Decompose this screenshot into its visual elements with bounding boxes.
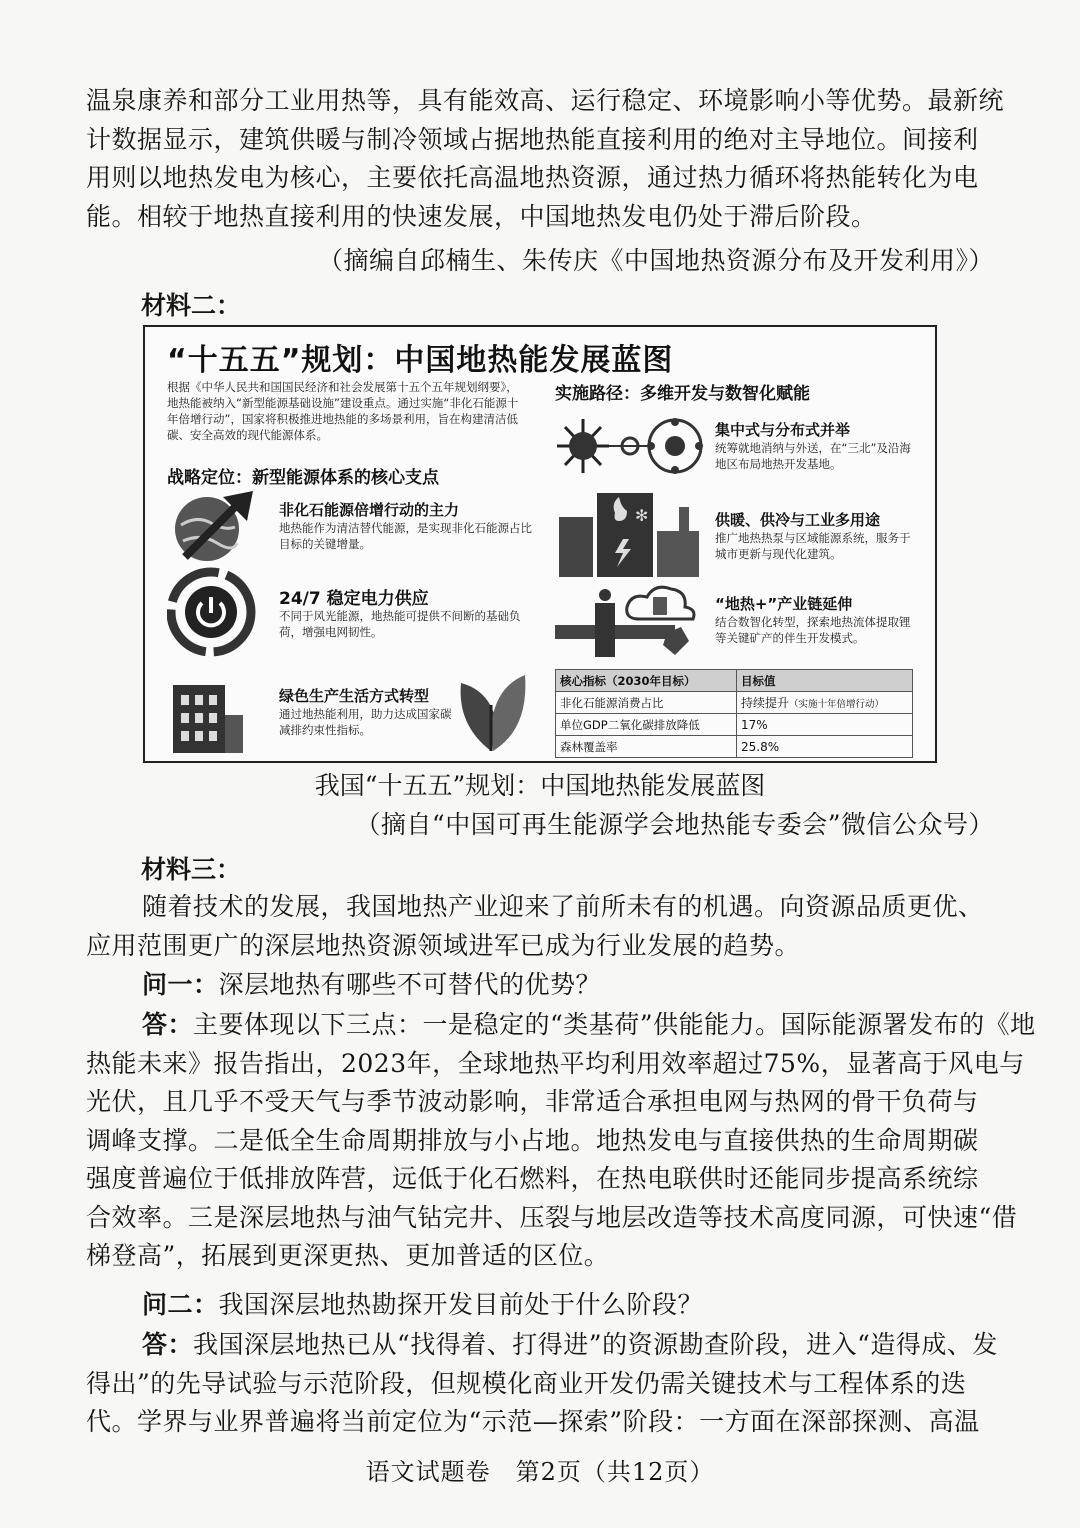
strategic-item-title: 24/7 稳定电力供应: [279, 589, 429, 609]
globe-arrow-icon: [167, 487, 259, 565]
text-line: 代。学界与业界普遍将当前定位为“示范—探索”阶段：一方面在深部探测、高温: [86, 1407, 980, 1436]
geothermal-blueprint-infographic: [143, 325, 937, 763]
table-cell: 25.8%: [737, 736, 913, 758]
text-line: 随着技术的发展，我国地热产业迎来了前所未有的机遇。向资源品质更优、: [142, 892, 984, 921]
cell-value: 持续提升: [741, 696, 790, 710]
text-line: 光伏，且几乎不受天气与季节波动影响，非常适合承担电网与热网的骨干负荷与: [86, 1087, 979, 1116]
table-cell: 非化石能源消费占比: [556, 692, 737, 714]
top-paragraph: [86, 82, 1005, 236]
table-cell: [737, 692, 913, 714]
path-item-title: 集中式与分布式并举: [715, 421, 851, 439]
answer-1: [86, 1006, 1036, 1276]
infographic-intro: 根据《中华人民共和国国民经济和社会发展第十五个五年规划纲要》，地热能被纳入“新型能源基础设施”建设重点。通过实施“非化石能源十年倍增行动”，国家将积极推进地热能的多场景利用，旨在构建清洁低碳、安全高效的现代能源体系。: [167, 380, 519, 442]
text-line: 调峰支撑。二是低全生命周期排放与小占地。地热发电与直接供热的生命周期碳: [86, 1125, 979, 1155]
answer-label: 答：: [142, 1010, 194, 1039]
question-2: [86, 1286, 994, 1325]
table-cell: 森林覆盖率: [556, 736, 737, 758]
material-3-paragraph: [86, 888, 994, 965]
strategic-item-title: 绿色生产生活方式转型: [279, 687, 430, 705]
svg-text:✻: ✻: [635, 506, 649, 525]
text-line: 温泉康养和部分工业用热等，具有能效高、运行稳定、环境影响小等优势。最新统: [86, 86, 1005, 115]
table-header: 目标值: [737, 670, 913, 692]
table-row: [556, 736, 913, 758]
question-1: [86, 966, 994, 1005]
strategic-item-title: 非化石能源倍增行动的主力: [279, 501, 460, 519]
infographic-title: “十五五”规划：中国地热能发展蓝图: [167, 343, 674, 378]
text-line: 梯登高”，拓展到更深更热、更加普适的区位。: [86, 1241, 610, 1270]
answer-line: [86, 1326, 998, 1365]
green-building-icon: [167, 663, 247, 755]
network-nodes-icon: [555, 413, 705, 479]
text-line: 主要体现以下三点：一是稳定的“类基荷”供能能力。国际能源署发布的《地: [193, 1010, 1036, 1039]
path-heading: 实施路径：多维开发与数智化赋能: [555, 384, 810, 404]
page-footer: 语文试题卷 第2页（共12页）: [365, 1458, 715, 1486]
answer-label: 答：: [142, 1330, 194, 1359]
path-item-body: 推广地热热泵与区域能源系统，服务于城市更新与现代化建筑。: [715, 531, 911, 561]
text-line: 热能未来》报告指出，2023年，全球地热平均利用效率超过75%，显著高于风电与: [86, 1048, 1025, 1078]
table-row: [556, 692, 913, 714]
source-citation-1: （摘编自邱楠生、朱传庆《中国地热资源分布及开发利用》）: [317, 246, 994, 275]
text-line: 强度普遍位于低排放阵营，远低于化石燃料，在热电联供时还能同步提高系统综: [86, 1164, 979, 1193]
question-label: 问二：: [142, 1290, 219, 1319]
cell-note: （实施十年倍增行动）: [789, 699, 885, 710]
city-heating-icon: [555, 491, 705, 577]
source-citation-2: （摘自“中国可再生能源学会地热能专委会”微信公众号）: [355, 810, 994, 839]
answer-line: [86, 1006, 1036, 1045]
material-2-label: 材料二：: [141, 291, 242, 320]
path-item-body: 结合数智化转型，探索地热流体提取锂等关键矿产的伴生开发模式。: [715, 615, 911, 645]
table-header: 核心指标（2030年目标）: [556, 670, 737, 692]
table-cell: 17%: [737, 714, 913, 736]
path-item-title: 供暖、供冷与工业多用途: [715, 511, 881, 529]
strategic-item-body: 不同于风光能源，地热能可提供不间断的基础负荷，增强电网韧性。: [279, 609, 521, 639]
text-line: 我国深层地热已从“找得着、打得进”的资源勘查阶段，进入“造得成、发: [193, 1330, 998, 1359]
pipeline-cloud-icon: [555, 579, 705, 659]
kpi-table: [555, 669, 913, 758]
strategic-item-body: 通过地热能利用，助力达成国家碳减排约束性指标。: [279, 707, 452, 737]
table-header-row: [556, 670, 913, 692]
text-line: 计数据显示，建筑供暖与制冷领域占据地热能直接利用的绝对主导地位。间接利: [86, 124, 979, 154]
table-cell: 单位GDP二氧化碳排放降低: [556, 714, 737, 736]
text-line: 得出”的先导试验与示范阶段，但规模化商业开发仍需关键技术与工程体系的迭: [86, 1368, 967, 1398]
text-line: 用则以地热发电为核心，主要依托高温地热资源，通过热力循环将热能转化为电: [86, 163, 979, 192]
strategic-heading: 战略定位：新型能源体系的核心支点: [167, 468, 439, 488]
question-text: 深层地热有哪些不可替代的优势？: [218, 970, 602, 999]
figure-caption: 我国“十五五”规划：中国地热能发展蓝图: [314, 771, 766, 800]
material-3-label: 材料三：: [141, 855, 242, 884]
power-cycle-icon: [167, 567, 259, 657]
text-line: 能。相较于地热直接利用的快速发展，中国地热发电仍处于滞后阶段。: [86, 201, 877, 231]
table-row: [556, 714, 913, 736]
leaves-icon: [451, 665, 531, 755]
strategic-item-body: 地热能作为清洁替代能源，是实现非化石能源占比目标的关键增量。: [279, 521, 532, 551]
question-line: [86, 1286, 994, 1325]
question-line: [86, 966, 994, 1005]
question-text: 我国深层地热勘探开发目前处于什么阶段？: [218, 1290, 704, 1319]
question-label: 问一：: [142, 970, 219, 999]
answer-2: [86, 1326, 998, 1442]
text-line: 应用范围更广的深层地热资源领域进军已成为行业发展的趋势。: [86, 930, 801, 960]
path-item-title: “地热+”产业链延伸: [715, 595, 853, 613]
text-line: 合效率。三是深层地热与油气钻完井、压裂与地层改造等技术高度同源，可快速“借: [86, 1202, 1018, 1232]
path-item-body: 统筹就地消纳与外送，在“三北”及沿海地区布局地热开发基地。: [715, 441, 911, 471]
